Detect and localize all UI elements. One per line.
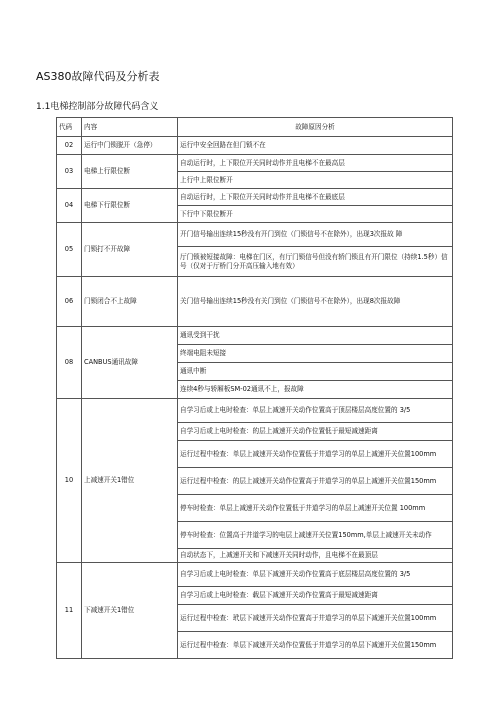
table-row	[57, 223, 453, 247]
fault-content: 下减速开关1错位	[82, 563, 178, 659]
fault-cause: 下行中下限位断开	[178, 206, 453, 223]
fault-cause: 开门信号输出连续15秒没有开门到位（门锁信号不在除外），出现3次报故 障	[178, 223, 453, 247]
fault-cause: 自学习后或上电时检查：的层上减速开关动作位置低于最短减速距离	[178, 423, 453, 441]
fault-code: 06	[57, 277, 82, 327]
fault-code: 10	[57, 399, 82, 563]
fault-cause: 停车时检查：单层上减速开关动作位置低于井道学习的单层上减速开关位置 100mm	[178, 495, 453, 522]
fault-cause: 运行过程中检查：单层上减速开关动作位置低于井道学习的单层上减速开关位置100mm	[178, 441, 453, 468]
table-row	[57, 563, 453, 587]
document-title: AS380故障代码及分析表	[36, 70, 160, 83]
fault-cause: 运行中安全回路在但门锁不在	[178, 137, 453, 155]
fault-code: 02	[57, 137, 82, 155]
table-header-row	[57, 118, 453, 137]
table-row	[57, 137, 453, 155]
fault-cause: 自学习后或上电时检查：单层上减速开关动作位置高于顶层楼层高度位置的 3/5	[178, 399, 453, 423]
fault-content: 门锁闭合不上故障	[82, 277, 178, 327]
fault-cause: 自动状态下，上减速开关和下减速开关同时动作，且电梯不在最顶层	[178, 549, 453, 563]
fault-code: 04	[57, 189, 82, 223]
fault-code-table	[56, 117, 453, 659]
section-title: 1.1电梯控制部分故障代码含义	[36, 102, 159, 112]
fault-content: 电梯下行限位断	[82, 189, 178, 223]
fault-cause: 停车时检查：位置高于井道学习的电层上减速开关位置150mm,单层上减速开关未动作	[178, 522, 453, 549]
table-row	[57, 277, 453, 327]
fault-code: 08	[57, 327, 82, 399]
fault-cause: 自学习后或上电时检查：载层下减速开关动作位置高于最短减速距离	[178, 587, 453, 605]
fault-content: 上减速开关1错位	[82, 399, 178, 563]
fault-cause: 终端电阻未短接	[178, 345, 453, 363]
fault-cause: 运行过程中检查：的层上减速开关动作位置高于井道学习的单层上减速开关位置150mm	[178, 468, 453, 495]
fault-cause: 厅门锁被短接故障：电梯在门区，有厅门锁信号但没有轿门锁且有开门限位（持续1.5秒）信号（仅对于厅桥门分开高压输入地有效）	[178, 247, 453, 277]
table-row	[57, 189, 453, 206]
fault-cause: 上行中上限位断开	[178, 172, 453, 189]
header-cause: 故障原因分析	[178, 118, 453, 137]
fault-cause: 自学习后或上电时检查：单层下减速开关动作位置高于底层楼层高度位置的 3/5	[178, 563, 453, 587]
fault-code: 11	[57, 563, 82, 659]
fault-cause: 连续4秒与轿厢板SM-02通讯不上，报故障	[178, 381, 453, 399]
fault-content: CANBUS通讯故障	[82, 327, 178, 399]
fault-cause: 运行过程中检查：单层下减速开关动作位置低于井道学习的单层下减速开关位置150mm	[178, 632, 453, 659]
fault-cause: 自动运行时，上下限位开关同时动作并且电梯不在最底层	[178, 189, 453, 206]
fault-cause: 自动运行时，上下限位开关同时动作并且电梯不在最高层	[178, 155, 453, 172]
table-row	[57, 327, 453, 345]
fault-cause: 通讯中断	[178, 363, 453, 381]
fault-code: 03	[57, 155, 82, 189]
table-row	[57, 155, 453, 172]
header-content: 内容	[82, 118, 178, 137]
fault-cause: 关门信号输出连续15秒没有关门到位（门锁信号不在除外），出现8次报故障	[178, 277, 453, 327]
fault-cause: 运行过程中检查：玳层下减速开关动作位置高于井道学习的单层下减速开关位置100mm	[178, 605, 453, 632]
header-code: 代码	[57, 118, 82, 137]
fault-cause: 通讯受到干扰	[178, 327, 453, 345]
fault-content: 运行中门锁脱开（急停）	[82, 137, 178, 155]
table-row	[57, 399, 453, 423]
fault-content: 电梯上行限位断	[82, 155, 178, 189]
fault-content: 门锁打不开故障	[82, 223, 178, 277]
fault-code: 05	[57, 223, 82, 277]
